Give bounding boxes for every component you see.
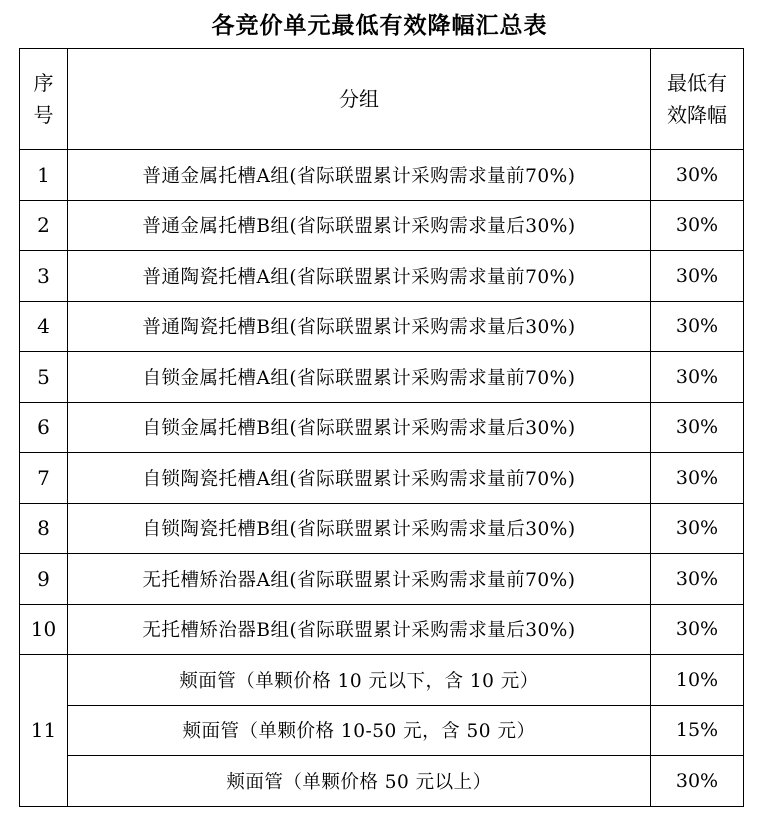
row-index-merged: 11: [20, 655, 68, 807]
row-group: 无托槽矫治器B组(省际联盟累计采购需求量后30%): [68, 604, 651, 655]
row-group: 自锁陶瓷托槽A组(省际联盟累计采购需求量前70%): [68, 453, 651, 504]
row-rate: 15%: [651, 705, 744, 756]
table-row: [20, 200, 744, 251]
row-rate: 30%: [651, 604, 744, 655]
row-index: 10: [20, 604, 68, 655]
header-rate-line1: 最低有: [667, 71, 727, 95]
header-index: [20, 49, 68, 150]
row-rate: 10%: [651, 655, 744, 706]
table-row: [20, 756, 744, 807]
row-group: 普通陶瓷托槽A组(省际联盟累计采购需求量前70%): [68, 251, 651, 302]
summary-table: [19, 48, 744, 807]
table-row: [20, 554, 744, 605]
header-index-line1: 序: [33, 71, 54, 95]
row-rate: 30%: [651, 503, 744, 554]
row-group: 普通金属托槽B组(省际联盟累计采购需求量后30%): [68, 200, 651, 251]
table-row: [20, 655, 744, 706]
row-group: 普通陶瓷托槽B组(省际联盟累计采购需求量后30%): [68, 301, 651, 352]
table-row: [20, 705, 744, 756]
table-row: [20, 352, 744, 403]
header-group: 分组: [68, 49, 651, 150]
row-group: 自锁金属托槽A组(省际联盟累计采购需求量前70%): [68, 352, 651, 403]
header-rate-line2: 效降幅: [667, 103, 727, 127]
row-index: 8: [20, 503, 68, 554]
table-row: [20, 402, 744, 453]
row-index: 4: [20, 301, 68, 352]
header-index-line2: 号: [33, 103, 54, 127]
row-group: 颊面管（单颗价格 10-50 元，含 50 元）: [68, 705, 651, 756]
table-title: 各竞价单元最低有效降幅汇总表: [211, 13, 548, 39]
row-rate: 30%: [651, 554, 744, 605]
row-group: 颊面管（单颗价格 50 元以上）: [68, 756, 651, 807]
row-rate: 30%: [651, 301, 744, 352]
row-rate: 30%: [651, 200, 744, 251]
row-index: 2: [20, 200, 68, 251]
row-group: 颊面管（单颗价格 10 元以下，含 10 元）: [68, 655, 651, 706]
row-index: 6: [20, 402, 68, 453]
row-group: 自锁陶瓷托槽B组(省际联盟累计采购需求量后30%): [68, 503, 651, 554]
row-group: 无托槽矫治器A组(省际联盟累计采购需求量前70%): [68, 554, 651, 605]
table-row: [20, 503, 744, 554]
table-row: [20, 453, 744, 504]
row-rate: 30%: [651, 402, 744, 453]
table-row: [20, 301, 744, 352]
header-rate: [651, 49, 744, 150]
row-index: 9: [20, 554, 68, 605]
row-index: 5: [20, 352, 68, 403]
row-index: 1: [20, 150, 68, 201]
row-group: 自锁金属托槽B组(省际联盟累计采购需求量后30%): [68, 402, 651, 453]
row-rate: 30%: [651, 352, 744, 403]
row-rate: 30%: [651, 453, 744, 504]
row-index: 7: [20, 453, 68, 504]
table-row: [20, 251, 744, 302]
header-row: [20, 49, 744, 150]
table-row: [20, 604, 744, 655]
row-rate: 30%: [651, 251, 744, 302]
row-index: 3: [20, 251, 68, 302]
row-rate: 30%: [651, 150, 744, 201]
row-rate: 30%: [651, 756, 744, 807]
table-row: [20, 150, 744, 201]
row-group: 普通金属托槽A组(省际联盟累计采购需求量前70%): [68, 150, 651, 201]
